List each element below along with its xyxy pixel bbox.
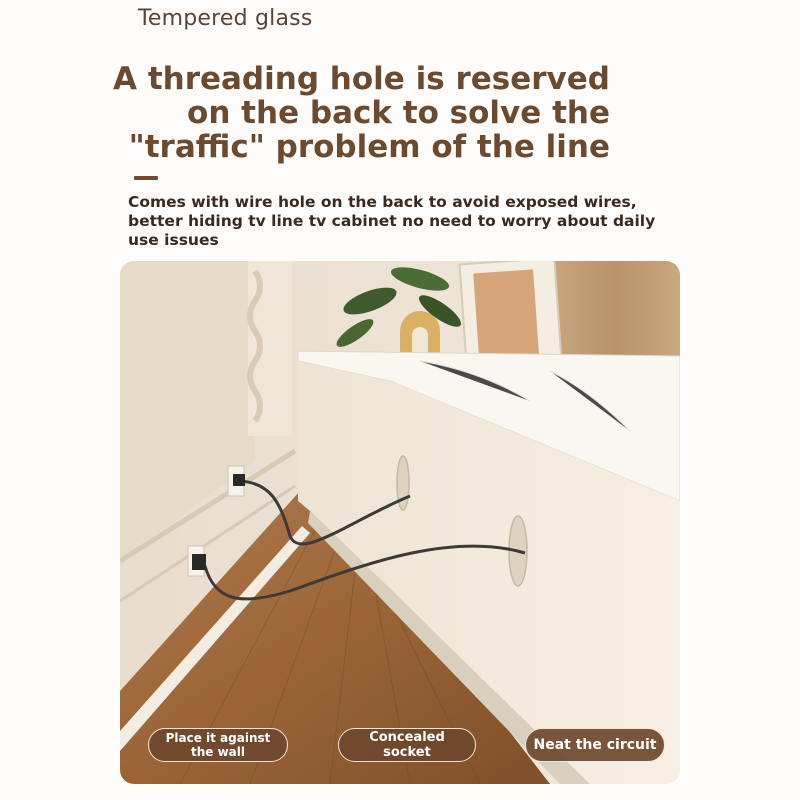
picture-artwork (473, 269, 539, 363)
top-label: Tempered glass (138, 6, 313, 31)
ornate-pilaster (248, 261, 292, 436)
label-concealed-socket: Concealed socket (338, 728, 476, 762)
headline-line-1: A threading hole is reserved (113, 61, 610, 97)
headline (90, 62, 610, 164)
label-neat-circuit: Neat the circuit (525, 728, 665, 762)
product-photo (120, 261, 680, 784)
headline-line-3: "traffic" problem of the line (128, 129, 610, 165)
plug (233, 474, 245, 486)
accent-bar (134, 176, 158, 180)
label-place-against-wall: Place it against the wall (148, 728, 288, 762)
photo-illustration (120, 261, 680, 784)
plug (192, 554, 206, 570)
headline-line-2: on the back to solve the (187, 95, 610, 131)
description-text: Comes with wire hole on the back to avoid exposed wires, better hiding tv line tv cabinet no need to worry about daily use issues (128, 193, 656, 249)
